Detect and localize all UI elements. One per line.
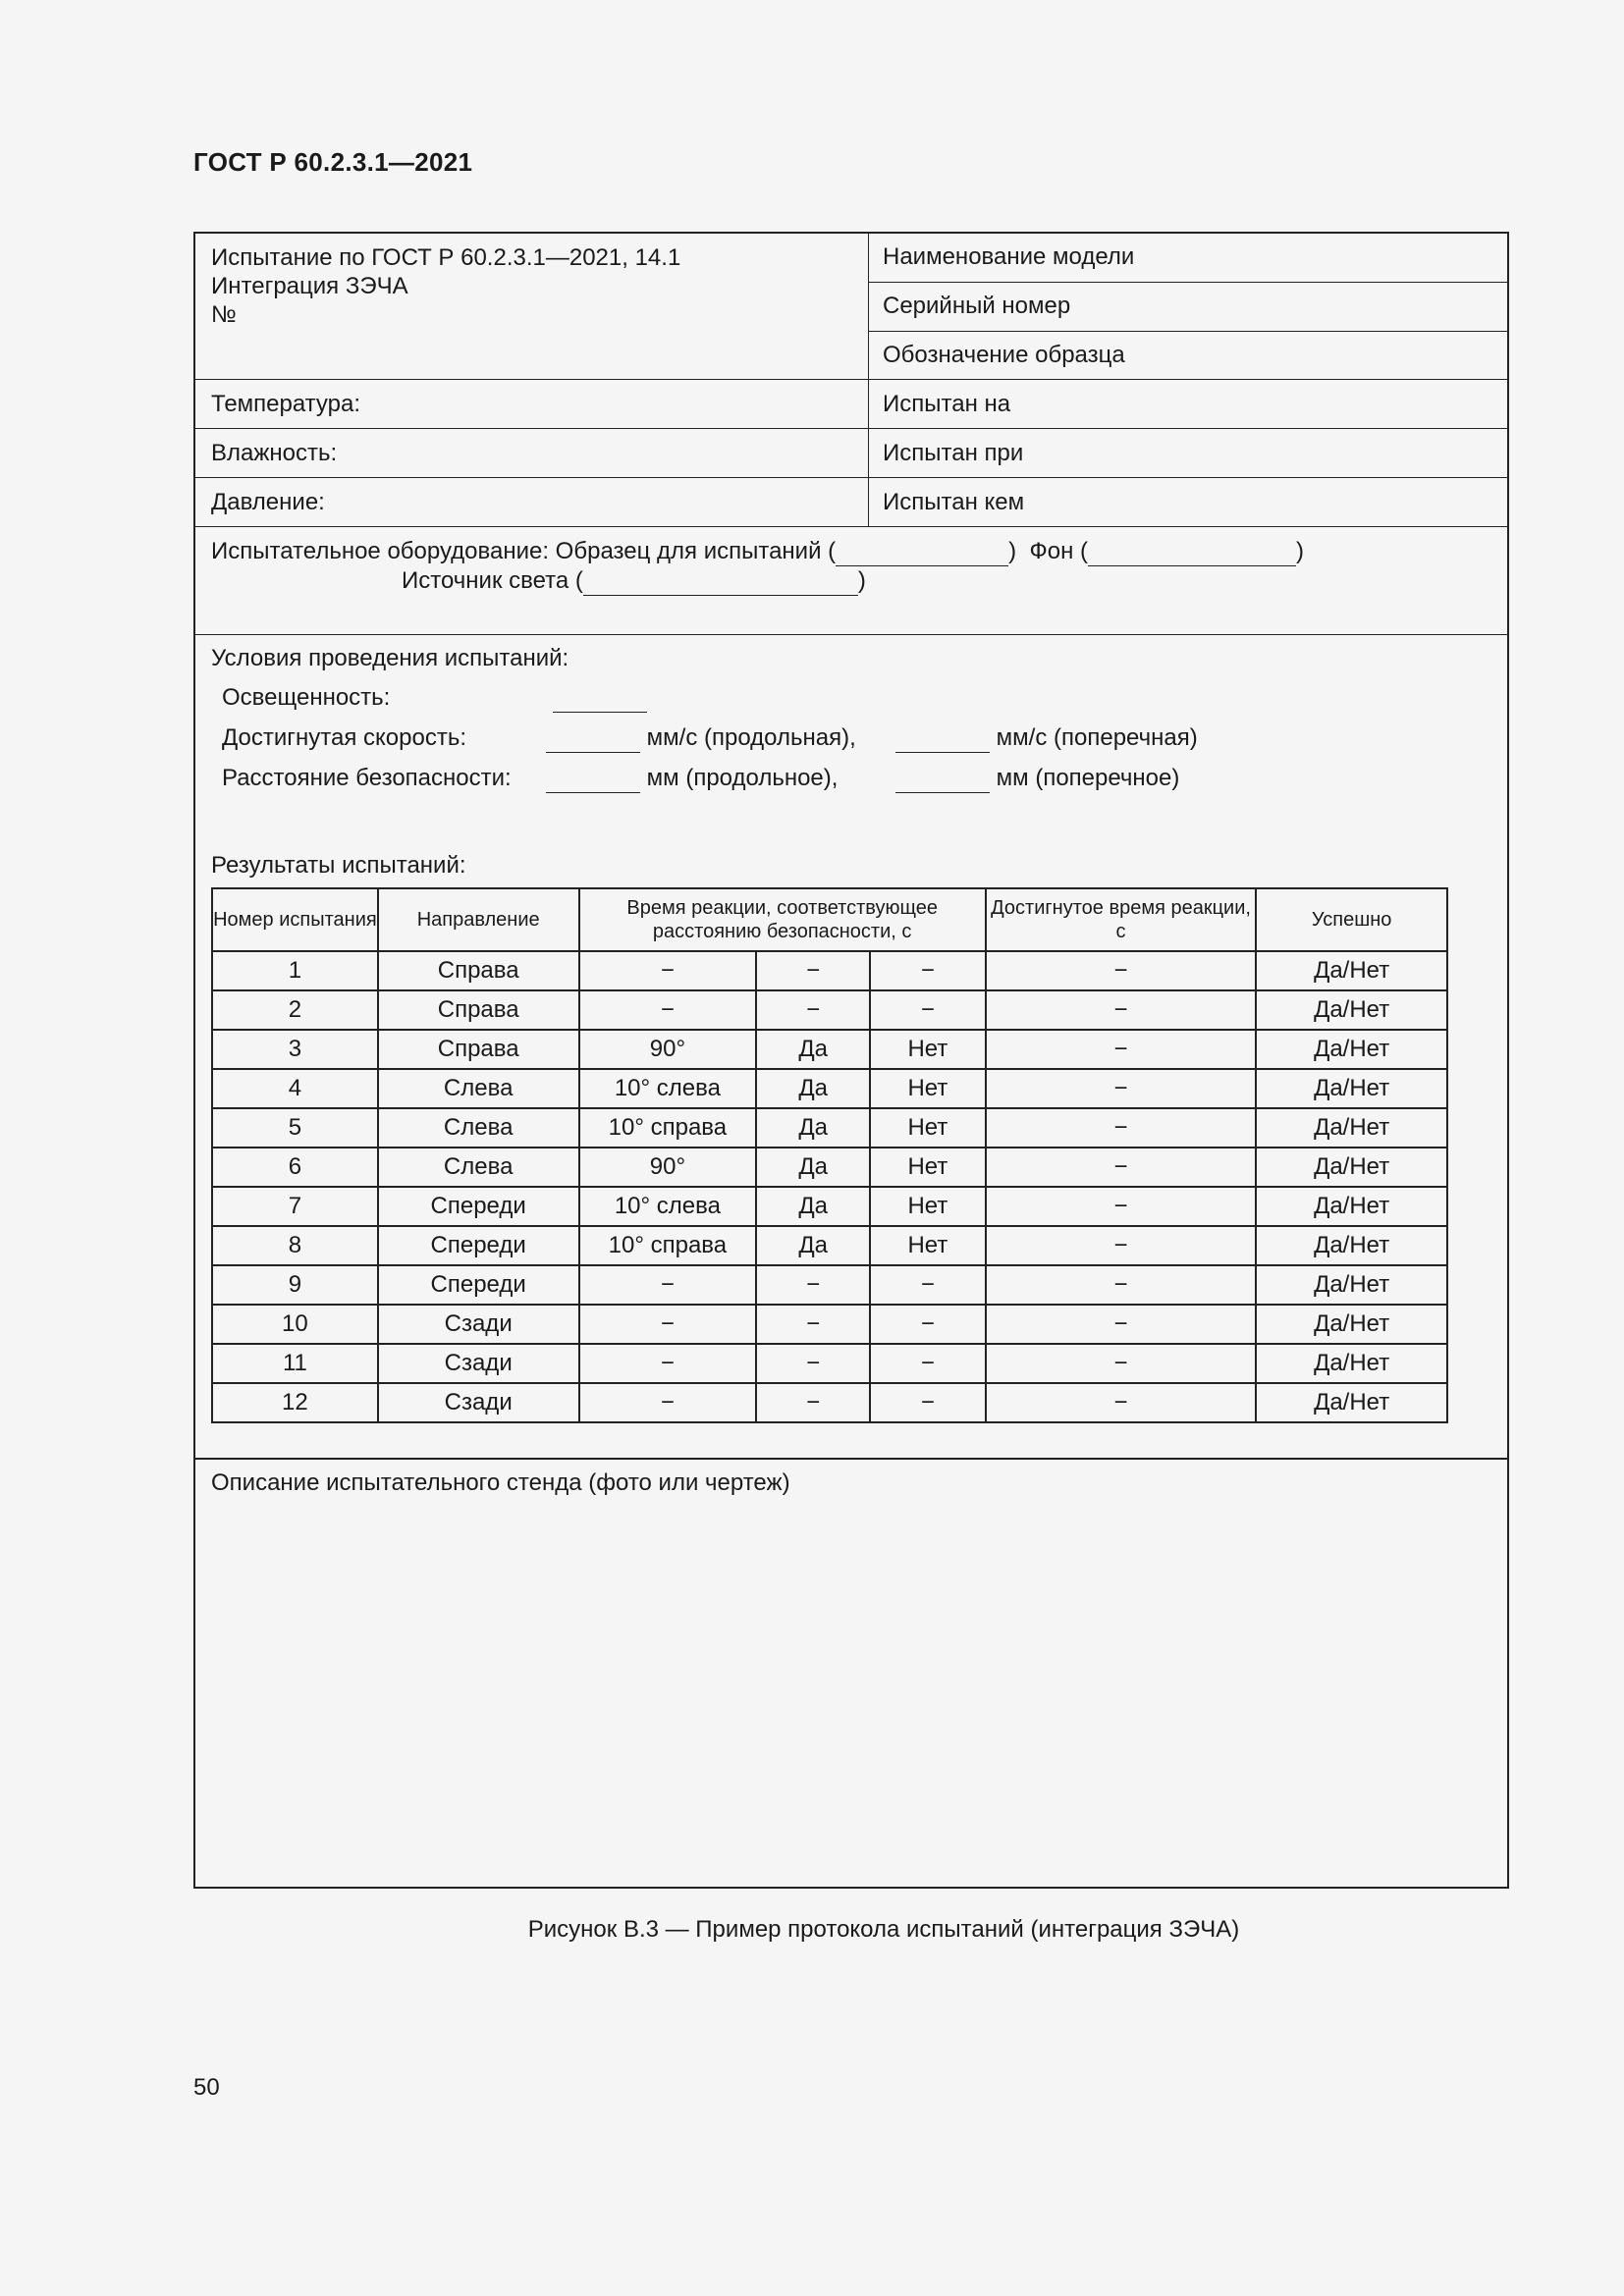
table-row <box>212 1305 1447 1344</box>
results-header-row <box>212 888 1447 951</box>
cell-direction: Спереди <box>378 1265 579 1305</box>
cell-reaction-yes: − <box>756 990 870 1030</box>
cell-test-number: 5 <box>212 1108 378 1148</box>
column-divider <box>868 380 869 428</box>
cell-reaction-yes: Да <box>756 1108 870 1148</box>
cell-reaction-no: Нет <box>870 1187 986 1226</box>
speed-cross-field <box>895 724 1198 753</box>
column-divider <box>868 478 869 526</box>
cell-direction: Справа <box>378 951 579 990</box>
stand-section-divider <box>195 1458 1507 1460</box>
cell-reaction-no: Нет <box>870 1226 986 1265</box>
illumination-blank <box>553 684 647 713</box>
light-source-label: Источник света ( <box>402 567 583 594</box>
cell-reaction-angle: 90° <box>579 1148 757 1187</box>
header-reaction-time: Время реакции, соответствующее расстоянию безопасности, с <box>579 888 986 951</box>
cell-reaction-yes: Да <box>756 1030 870 1069</box>
speed-label: Достигнутая скорость: <box>222 724 466 751</box>
cell-reaction-angle: 10° справа <box>579 1108 757 1148</box>
table-row <box>212 1383 1447 1422</box>
cell-success: Да/Нет <box>1256 1226 1447 1265</box>
cell-direction: Сзади <box>378 1383 579 1422</box>
cell-test-number: 3 <box>212 1030 378 1069</box>
pressure-row <box>195 478 1507 527</box>
header-achieved-time: Достигнутое время реакции, с <box>986 888 1257 951</box>
cell-direction: Спереди <box>378 1187 579 1226</box>
cell-reaction-yes: − <box>756 1383 870 1422</box>
cell-reaction-no: − <box>870 1265 986 1305</box>
cell-reaction-no: Нет <box>870 1108 986 1148</box>
cell-test-number: 4 <box>212 1069 378 1108</box>
cell-achieved-time: − <box>986 1305 1257 1344</box>
cell-success: Да/Нет <box>1256 1069 1447 1108</box>
cell-success: Да/Нет <box>1256 1383 1447 1422</box>
cell-direction: Слева <box>378 1069 579 1108</box>
cell-reaction-no: − <box>870 990 986 1030</box>
model-name-label: Наименование модели <box>883 243 1135 270</box>
distance-unit-long: мм (продольное), <box>646 765 839 791</box>
header-direction: Направление <box>378 888 579 951</box>
conditions-title: Условия проведения испытаний: <box>211 645 569 671</box>
results-body <box>212 951 1447 1422</box>
cell-achieved-time: − <box>986 1148 1257 1187</box>
cell-reaction-no: − <box>870 1344 986 1383</box>
cell-reaction-angle: − <box>579 1305 757 1344</box>
table-row <box>212 1226 1447 1265</box>
cell-test-number: 8 <box>212 1226 378 1265</box>
cell-test-number: 7 <box>212 1187 378 1226</box>
cell-achieved-time: − <box>986 990 1257 1030</box>
distance-long-field <box>546 765 838 793</box>
test-protocol-form <box>193 232 1509 1889</box>
equipment-row <box>195 527 1507 635</box>
test-title-line2: Интеграция ЗЭЧА <box>211 273 408 299</box>
cell-achieved-time: − <box>986 1226 1257 1265</box>
equipment-line2: Источник света ( ) <box>402 567 866 594</box>
title-row <box>195 234 1507 380</box>
cell-test-number: 6 <box>212 1148 378 1187</box>
cell-test-number: 11 <box>212 1344 378 1383</box>
cell-reaction-no: Нет <box>870 1069 986 1108</box>
tested-on-label: Испытан на <box>883 391 1011 417</box>
cell-direction: Слева <box>378 1148 579 1187</box>
test-number-label: № <box>211 301 237 328</box>
distance-label: Расстояние безопасности: <box>222 765 512 791</box>
cell-achieved-time: − <box>986 1030 1257 1069</box>
cell-reaction-angle: 10° слева <box>579 1187 757 1226</box>
cell-reaction-no: − <box>870 1305 986 1344</box>
illumination-label: Освещенность: <box>222 684 391 711</box>
serial-number-label: Серийный номер <box>883 293 1071 319</box>
cell-reaction-no: − <box>870 951 986 990</box>
pressure-label: Давление: <box>211 489 325 515</box>
cell-direction: Сзади <box>378 1305 579 1344</box>
humidity-row <box>195 429 1507 478</box>
cell-test-number: 1 <box>212 951 378 990</box>
cell-achieved-time: − <box>986 1069 1257 1108</box>
cell-success: Да/Нет <box>1256 951 1447 990</box>
background-blank <box>1088 537 1296 566</box>
table-row <box>212 1187 1447 1226</box>
temperature-label: Температура: <box>211 391 361 417</box>
cell-achieved-time: − <box>986 951 1257 990</box>
test-title-block <box>211 243 680 329</box>
cell-reaction-yes: Да <box>756 1187 870 1226</box>
cell-test-number: 9 <box>212 1265 378 1305</box>
distance-cross-field <box>895 765 1179 793</box>
cell-reaction-yes: Да <box>756 1226 870 1265</box>
cell-achieved-time: − <box>986 1108 1257 1148</box>
cell-reaction-yes: Да <box>756 1069 870 1108</box>
cell-reaction-yes: Да <box>756 1148 870 1187</box>
cell-success: Да/Нет <box>1256 1030 1447 1069</box>
cell-direction: Справа <box>378 1030 579 1069</box>
cell-test-number: 10 <box>212 1305 378 1344</box>
cell-reaction-yes: − <box>756 1305 870 1344</box>
cell-success: Да/Нет <box>1256 1344 1447 1383</box>
cell-reaction-angle: − <box>579 1265 757 1305</box>
equipment-label: Испытательное оборудование: Образец для испытаний ( <box>211 538 837 564</box>
cell-test-number: 12 <box>212 1383 378 1422</box>
cell-reaction-angle: 10° справа <box>579 1226 757 1265</box>
cell-success: Да/Нет <box>1256 1305 1447 1344</box>
document-code: ГОСТ Р 60.2.3.1—2021 <box>193 147 473 177</box>
speed-long-field <box>546 724 856 753</box>
cell-reaction-angle: − <box>579 1344 757 1383</box>
column-divider <box>868 429 869 477</box>
stand-description-label: Описание испытательного стенда (фото или чертеж) <box>211 1469 790 1496</box>
cell-test-number: 2 <box>212 990 378 1030</box>
cell-reaction-yes: − <box>756 1265 870 1305</box>
cell-direction: Сзади <box>378 1344 579 1383</box>
cell-success: Да/Нет <box>1256 990 1447 1030</box>
cell-reaction-angle: − <box>579 1383 757 1422</box>
table-row <box>212 1069 1447 1108</box>
sample-designation-label: Обозначение образца <box>883 342 1125 368</box>
table-row <box>212 1265 1447 1305</box>
serial-number-cell <box>869 283 1507 332</box>
temperature-row <box>195 380 1507 429</box>
speed-unit-cross: мм/с (поперечная) <box>996 724 1198 751</box>
cell-achieved-time: − <box>986 1265 1257 1305</box>
background-label: Фон ( <box>1029 538 1088 564</box>
cell-success: Да/Нет <box>1256 1148 1447 1187</box>
tested-at-label: Испытан при <box>883 440 1024 466</box>
distance-unit-cross: мм (поперечное) <box>996 765 1180 791</box>
humidity-label: Влажность: <box>211 440 338 466</box>
page-number: 50 <box>193 2074 220 2101</box>
cell-reaction-angle: − <box>579 990 757 1030</box>
cell-achieved-time: − <box>986 1187 1257 1226</box>
cell-reaction-no: Нет <box>870 1148 986 1187</box>
sample-blank <box>836 537 1008 566</box>
table-row <box>212 951 1447 990</box>
light-source-blank <box>583 566 858 596</box>
cell-direction: Спереди <box>378 1226 579 1265</box>
cell-reaction-no: − <box>870 1383 986 1422</box>
results-table <box>211 887 1448 1423</box>
equipment-line1: Испытательное оборудование: Образец для испытаний ( ) Фон ( ) <box>211 538 1304 564</box>
test-title-line1: Испытание по ГОСТ Р 60.2.3.1—2021, 14.1 <box>211 244 681 271</box>
header-success: Успешно <box>1256 888 1447 951</box>
cell-success: Да/Нет <box>1256 1187 1447 1226</box>
results-title: Результаты испытаний: <box>211 852 466 879</box>
cell-achieved-time: − <box>986 1383 1257 1422</box>
header-test-number: Номер испытания <box>212 888 378 951</box>
table-row <box>212 1030 1447 1069</box>
figure-caption: Рисунок В.3 — Пример протокола испытаний (интеграция ЗЭЧА) <box>527 1916 1240 1943</box>
cell-success: Да/Нет <box>1256 1265 1447 1305</box>
table-row <box>212 1108 1447 1148</box>
tested-by-label: Испытан кем <box>883 489 1025 515</box>
table-row <box>212 990 1447 1030</box>
cell-reaction-no: Нет <box>870 1030 986 1069</box>
sample-designation-cell <box>869 332 1507 380</box>
table-row <box>212 1148 1447 1187</box>
cell-direction: Слева <box>378 1108 579 1148</box>
model-name-cell <box>869 234 1507 283</box>
cell-achieved-time: − <box>986 1344 1257 1383</box>
cell-reaction-angle: 10° слева <box>579 1069 757 1108</box>
cell-reaction-angle: − <box>579 951 757 990</box>
cell-success: Да/Нет <box>1256 1108 1447 1148</box>
cell-direction: Справа <box>378 990 579 1030</box>
speed-unit-long: мм/с (продольная), <box>646 724 856 751</box>
table-row <box>212 1344 1447 1383</box>
cell-reaction-yes: − <box>756 1344 870 1383</box>
cell-reaction-angle: 90° <box>579 1030 757 1069</box>
cell-reaction-yes: − <box>756 951 870 990</box>
